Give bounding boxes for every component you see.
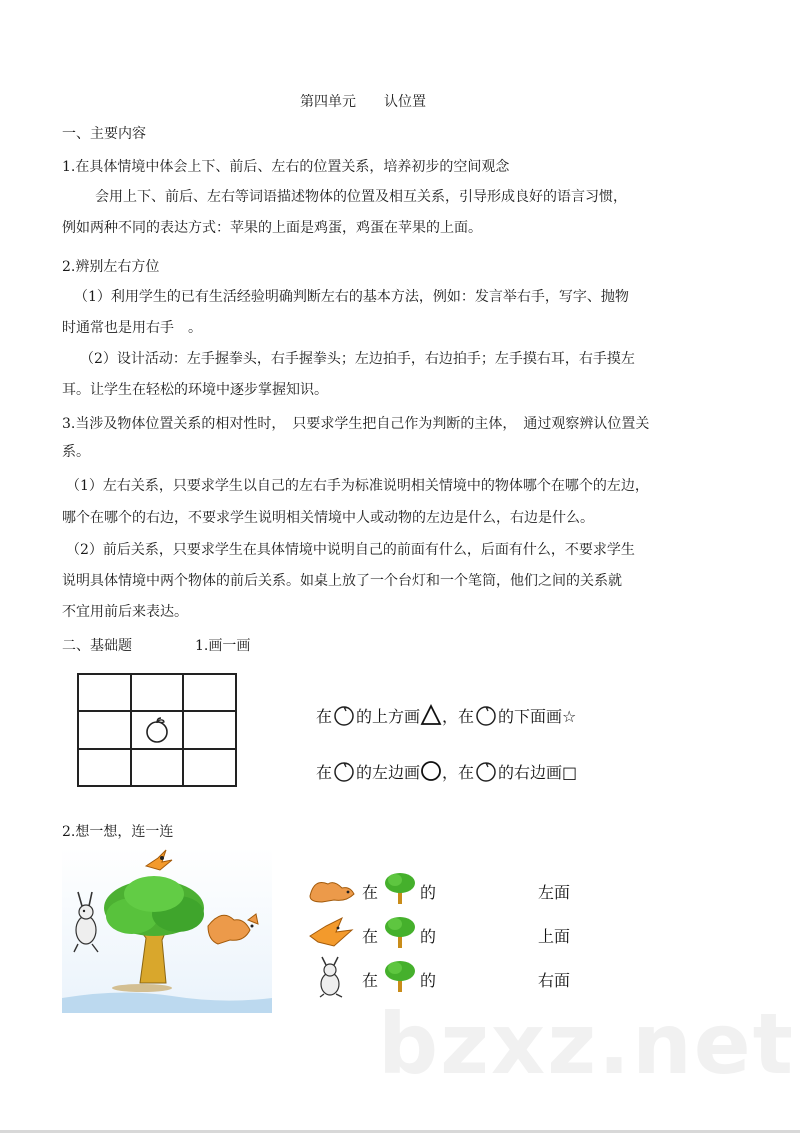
page-title: 第四单元 认位置	[300, 94, 426, 110]
paragraph-2-heading: 2.辨别左右方位	[62, 259, 160, 275]
section-heading-main-content: 一、主要内容	[62, 126, 146, 142]
grid-cell[interactable]	[78, 749, 131, 786]
grid-cell[interactable]	[78, 711, 131, 748]
match-de-2: 的	[420, 927, 437, 946]
instr-text: ，在	[442, 706, 475, 726]
paragraph-1-heading: 1.在具体情境中体会上下、前后、左右的位置关系，培养初步的空间观念	[62, 159, 510, 175]
match-zai-3: 在	[362, 971, 379, 990]
apple-icon	[332, 703, 356, 727]
bird-icon[interactable]	[306, 916, 354, 950]
match-answer-3[interactable]: 右面	[538, 971, 571, 990]
paragraph-2b-line-2: 耳。让学生在轻松的环境中逐步掌握知识。	[62, 382, 328, 398]
instr-text: 的下面画☆	[498, 706, 577, 726]
apple-icon	[332, 759, 356, 783]
grid-cell[interactable]	[183, 711, 236, 748]
paragraph-3-line-2: 系。	[62, 444, 90, 460]
paragraph-3-line-1: 3.当涉及物体位置关系的相对性时， 只要求学生把自己作为判断的主体， 通过观察辨认位置关	[62, 416, 650, 432]
match-zai-1: 在	[362, 883, 379, 902]
match-de-3: 的	[420, 971, 437, 990]
match-zai-2: 在	[362, 927, 379, 946]
question-2-label: 2.想一想，连一连	[62, 824, 174, 840]
question-1-label: 1.画一画	[195, 638, 251, 654]
paragraph-3a-line-1: （1）左右关系，只要求学生以自己的左右手为标准说明相关情境中的物体哪个在哪个的左边，	[66, 478, 649, 494]
grid-cell-center	[131, 711, 184, 748]
drawing-grid	[77, 673, 237, 787]
paragraph-3b-line-2: 说明具体情境中两个物体的前后关系。如桌上放了一个台灯和一个笔筒，他们之间的关系就	[62, 573, 622, 589]
section-heading-basic-questions: 二、基础题	[62, 638, 132, 654]
tree-icon	[384, 870, 416, 906]
paragraph-1-line-2: 例如两种不同的表达方式：苹果的上面是鸡蛋，鸡蛋在苹果的上面。	[62, 220, 482, 236]
grid-cell[interactable]	[183, 674, 236, 711]
draw-instruction-row-2	[316, 759, 577, 783]
draw-instruction-row-1	[316, 703, 576, 727]
watermark: bzxz.net	[378, 995, 795, 1093]
grid-cell[interactable]	[131, 749, 184, 786]
instr-text: 的左边画	[356, 762, 421, 782]
instr-text: 在	[316, 762, 333, 782]
instr-text: 在	[316, 706, 333, 726]
match-answer-2[interactable]: 上面	[538, 927, 571, 946]
match-de-1: 的	[420, 883, 437, 902]
instr-text: 的右边画□	[498, 762, 578, 782]
apple-icon	[142, 715, 172, 745]
paragraph-3b-line-3: 不宜用前后来表达。	[62, 604, 188, 620]
tree-icon	[384, 914, 416, 950]
grid-cell[interactable]	[183, 749, 236, 786]
rabbit-icon[interactable]	[312, 956, 348, 998]
paragraph-1-line-1: 会用上下、前后、左右等词语描述物体的位置及相互关系，引导形成良好的语言习惯，	[95, 189, 627, 205]
squirrel-icon[interactable]	[304, 874, 356, 906]
page-bottom-edge	[0, 1130, 800, 1133]
triangle-icon	[420, 704, 442, 726]
match-answer-1[interactable]: 左面	[538, 883, 571, 902]
scene-illustration	[62, 848, 272, 1013]
tree-icon	[384, 958, 416, 994]
grid-cell[interactable]	[131, 674, 184, 711]
instr-text: ，在	[442, 762, 475, 782]
paragraph-2b-line-1: （2）设计活动：左手握拳头，右手握拳头；左边拍手，右边拍手；左手摸右耳，右手摸左	[80, 351, 635, 367]
apple-icon	[474, 703, 498, 727]
paragraph-3a-line-2: 哪个在哪个的右边，不要求学生说明相关情境中人或动物的左边是什么，右边是什么。	[62, 510, 594, 526]
instr-text: 的上方画	[356, 706, 421, 726]
grid-cell[interactable]	[78, 674, 131, 711]
paragraph-3b-line-1: （2）前后关系，只要求学生在具体情境中说明自己的前面有什么，后面有什么，不要求学生	[66, 542, 635, 558]
apple-icon	[474, 759, 498, 783]
circle-icon	[420, 760, 442, 782]
paragraph-2a-line-1: （1）利用学生的已有生活经验明确判断左右的基本方法，例如：发言举右手，写字、抛物	[74, 289, 629, 305]
paragraph-2a-line-2: 时通常也是用右手 。	[62, 320, 202, 336]
